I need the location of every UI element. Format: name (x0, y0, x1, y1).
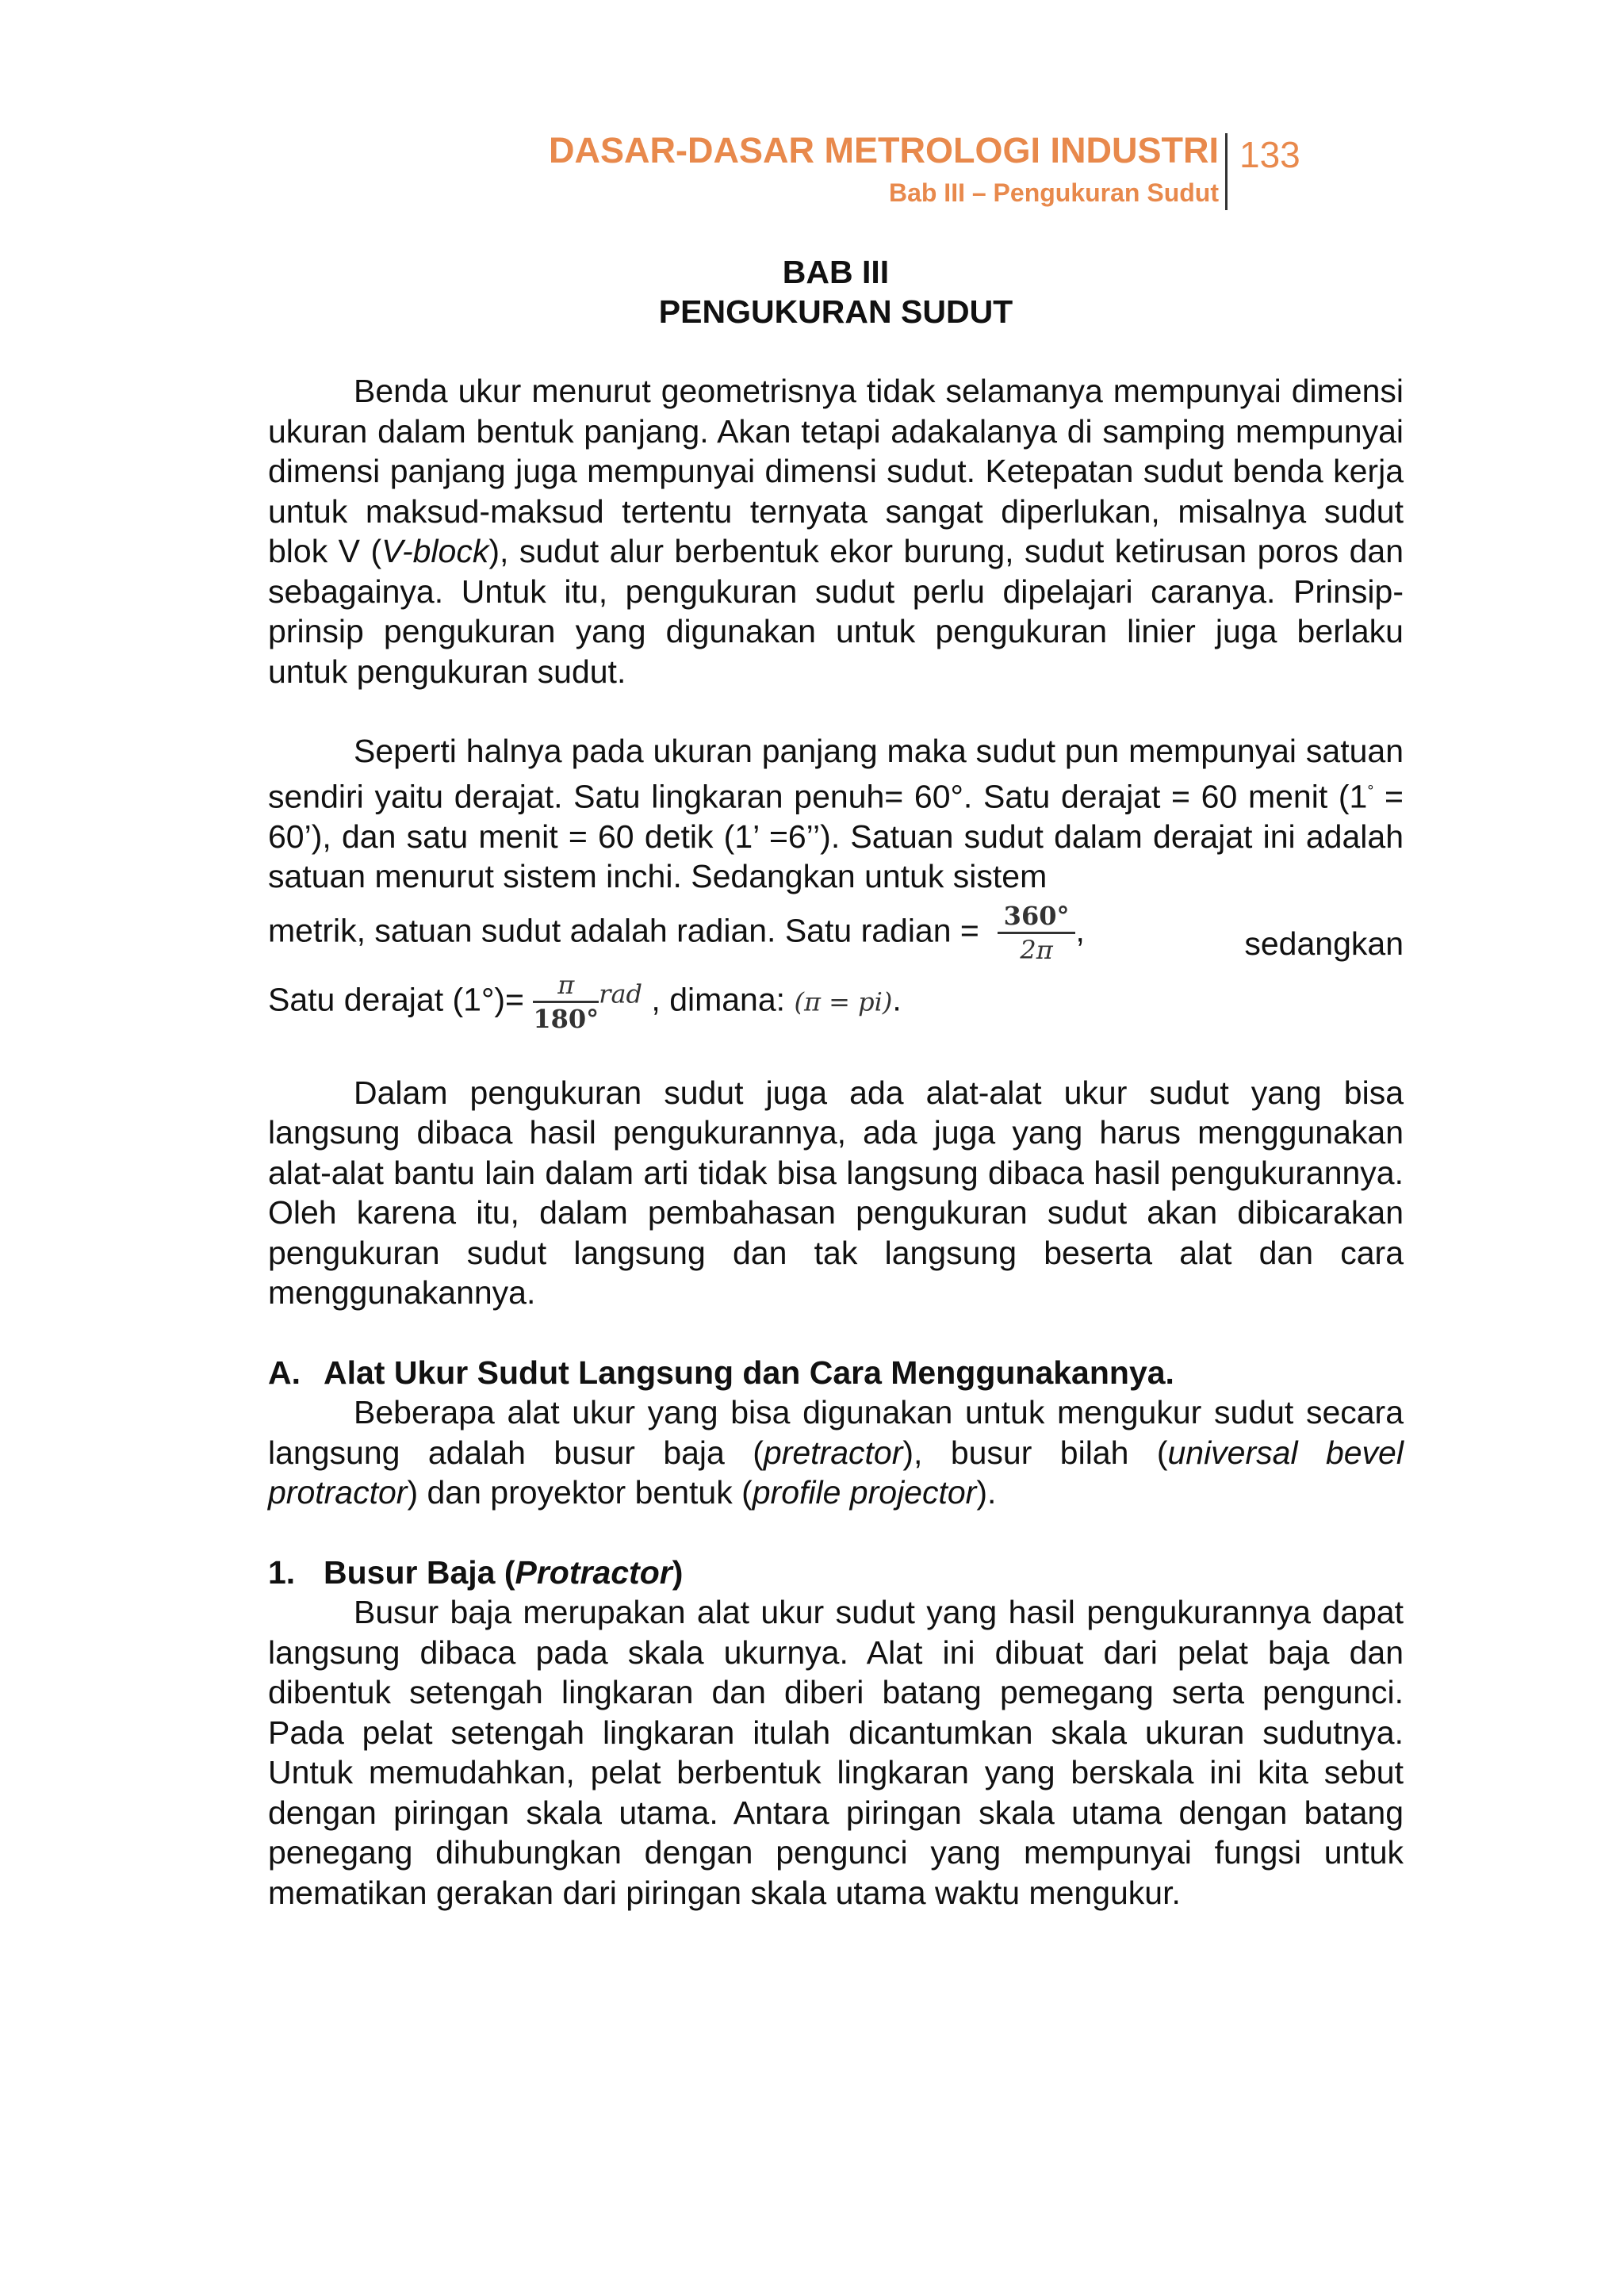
degree-line: Satu derajat (1°)= $\frac{\pi}{180^\circ}$ $^{rad}$ , dimana: (π = pi). (268, 969, 902, 1034)
page-body (268, 252, 1404, 1913)
book-title: DASAR-DASAR METROLOGI INDUSTRI (549, 130, 1219, 170)
chapter-subtitle: Bab III – Pengukuran Sudut (888, 178, 1219, 207)
section-a-paragraph: Beberapa alat ukur yang bisa digunakan untuk mengukur sudut secara langsung adalah busur baja (pretractor), busur bilah (universal bevel protractor) dan proyektor bentuk (profile projector). (268, 1394, 1404, 1511)
paragraph-2: Seperti halnya pada ukuran panjang maka sudut pun mempunyai satuan sendiri yaitu derajat. Satu lingkaran penuh= 60°. Satu derajat = 60 menit (1° = 60’), dan satu menit = 60 detik (1’ =6’’). Satuan sudut dalam derajat ini adalah satuan menurut sistem inchi. Sedangkan untuk sistem (268, 733, 1404, 895)
radian-fraction: $\frac{360^\circ}{2\pi}$ (998, 902, 1076, 964)
paragraph-1: Benda ukur menurut geometrisnya tidak selamanya mempunyai dimensi ukuran dalam bentuk panjang. Akan tetapi adakalanya di samping mempunyai dimensi panjang juga mempunyai dimensi sudut. Ketepatan sudut benda kerja untuk maksud-maksud tertentu ternyata sangat diperlukan, misalnya sudut blok V (V-block), sudut alur berbentuk ekor burung, sudut ketirusan poros dan sebagainya. Untuk itu, pengukuran sudut perlu dipelajari caranya. Prinsip-prinsip pengukuran yang digunakan untuk pengukuran linier juga berlaku untuk pengukuran sudut. (268, 373, 1404, 690)
section-a-heading: A. Alat Ukur Sudut Langsung dan Cara Menggunakannya. (268, 1354, 1174, 1391)
radian-line: metrik, satuan sudut adalah radian. Satu radian = $\frac{360^\circ}{2\pi}$ , sedangkan (268, 900, 1404, 965)
paragraph-3: Dalam pengukuran sudut juga ada alat-alat ukur sudut yang bisa langsung dibaca hasil pengukurannya, ada juga yang harus menggunakan alat-alat bantu lain dalam arti tidak bisa langsung dibaca hasil pengukurannya. Oleh karena itu, dalam pembahasan pengukuran sudut akan dibicarakan pengukuran sudut langsung dan tak langsung beserta alat dan cara menggunakannya. (268, 1074, 1404, 1312)
chapter-title: PENGUKURAN SUDUT (658, 293, 1013, 330)
chapter-label: BAB III (782, 254, 890, 290)
header-divider (1225, 133, 1228, 210)
pi-definition: (π = pi) (794, 986, 893, 1017)
page-number: 133 (1239, 134, 1300, 175)
section-1-heading: 1. Busur Baja (Protractor) (268, 1553, 684, 1591)
section-1-paragraph: Busur baja merupakan alat ukur sudut yang hasil pengukurannya dapat langsung dibaca pada skala ukurnya. Alat ini dibuat dari pelat baja dan dibentuk setengah lingkaran dan diberi batang pemegang serta pengunci. Pada pelat setengah lingkaran itulah dicantumkan skala ukuran sudutnya. Untuk memudahkan, pelat berbentuk lingkaran yang berskala ini kita sebut dengan piringan skala utama. Antara piringan skala utama dengan batang penegang dihubungkan dengan pengunci yang mempunyai fungsi untuk mematikan gerakan dari piringan skala utama waktu mengukur. (268, 1594, 1404, 1911)
degree-fraction: $\frac{\pi}{180^\circ}$ (533, 969, 599, 1034)
